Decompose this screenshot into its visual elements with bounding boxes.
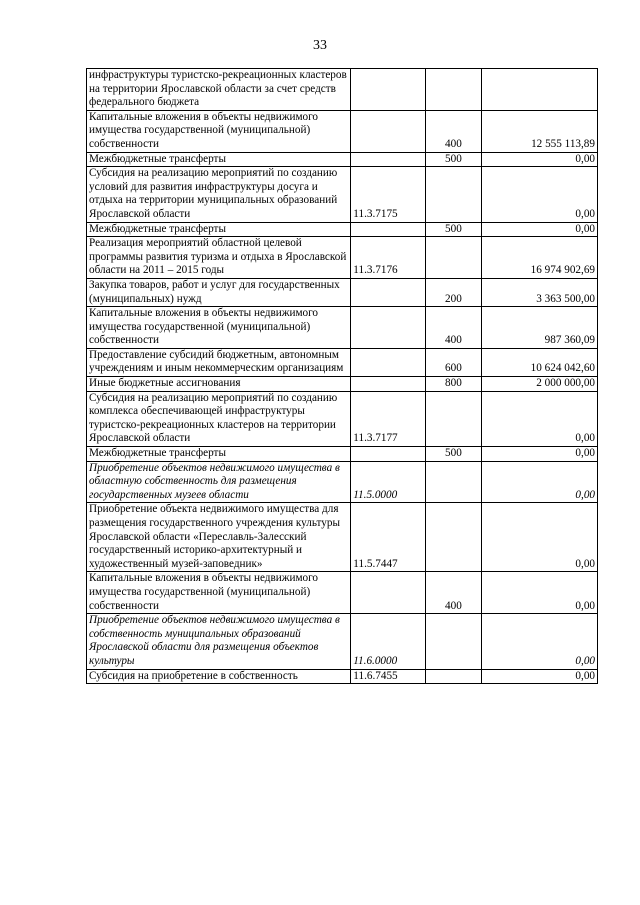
amount-cell: 0,00 bbox=[481, 222, 597, 237]
target-code-cell bbox=[351, 348, 426, 376]
expense-type-cell: 500 bbox=[425, 222, 481, 237]
item-name-cell: Реализация мероприятий областной целевой программы развития туризма и отдыха в Ярославской области на 2011 – 2015 годы bbox=[87, 237, 351, 279]
amount-cell: 10 624 042,60 bbox=[481, 348, 597, 376]
budget-table-body bbox=[87, 69, 598, 684]
amount-cell: 0,00 bbox=[481, 669, 597, 684]
item-name-cell: Приобретение объектов недвижимого имущества в собственность муниципальных образований Ярославской области для размещения объектов культуры bbox=[87, 614, 351, 669]
table-row bbox=[87, 614, 598, 669]
target-code-cell bbox=[351, 447, 426, 462]
amount-cell: 0,00 bbox=[481, 391, 597, 446]
target-code-cell bbox=[351, 69, 426, 111]
target-code-cell: 11.3.7176 bbox=[351, 237, 426, 279]
item-name-cell: Капитальные вложения в объекты недвижимого имущества государственной (муниципальной) собственности bbox=[87, 110, 351, 152]
target-code-cell bbox=[351, 222, 426, 237]
target-code-cell bbox=[351, 278, 426, 306]
amount-cell: 0,00 bbox=[481, 152, 597, 167]
item-name-cell: Субсидия на реализацию мероприятий по созданию комплекса обеспечивающей инфраструктуры туристско-рекреационных кластеров на территории Ярославской области bbox=[87, 391, 351, 446]
expense-type-cell bbox=[425, 69, 481, 111]
expense-type-cell bbox=[425, 614, 481, 669]
table-row bbox=[87, 391, 598, 446]
table-row bbox=[87, 222, 598, 237]
item-name-cell: Приобретение объекта недвижимого имущества для размещения государственного учреждения культуры Ярославской области «Переславль-Залесский государственный историко-архитектурный и художественный музей-заповедник» bbox=[87, 503, 351, 572]
target-code-cell: 11.5.7447 bbox=[351, 503, 426, 572]
item-name-cell: Межбюджетные трансферты bbox=[87, 222, 351, 237]
target-code-cell: 11.5.0000 bbox=[351, 461, 426, 503]
item-name-cell: инфраструктуры туристско-рекреационных кластеров на территории Ярославской области за счет средств федерального бюджета bbox=[87, 69, 351, 111]
item-name-cell: Приобретение объектов недвижимого имущества в областную собственность для размещения государственных музеев области bbox=[87, 461, 351, 503]
expense-type-cell bbox=[425, 669, 481, 684]
expense-type-cell bbox=[425, 503, 481, 572]
target-code-cell bbox=[351, 152, 426, 167]
item-name-cell: Предоставление субсидий бюджетным, автономным учреждениям и иным некоммерческим организациям bbox=[87, 348, 351, 376]
amount-cell: 0,00 bbox=[481, 447, 597, 462]
item-name-cell: Субсидия на приобретение в собственность bbox=[87, 669, 351, 684]
item-name-cell: Капитальные вложения в объекты недвижимого имущества государственной (муниципальной) собственности bbox=[87, 307, 351, 349]
expense-type-cell: 800 bbox=[425, 377, 481, 392]
table-row bbox=[87, 278, 598, 306]
table-row bbox=[87, 167, 598, 222]
table-row bbox=[87, 447, 598, 462]
expense-type-cell: 600 bbox=[425, 348, 481, 376]
amount-cell: 2 000 000,00 bbox=[481, 377, 597, 392]
target-code-cell: 11.3.7177 bbox=[351, 391, 426, 446]
page-number: 33 bbox=[313, 38, 327, 53]
amount-cell: 0,00 bbox=[481, 614, 597, 669]
budget-table bbox=[86, 68, 598, 684]
table-row bbox=[87, 110, 598, 152]
table-row bbox=[87, 377, 598, 392]
item-name-cell: Иные бюджетные ассигнования bbox=[87, 377, 351, 392]
expense-type-cell: 200 bbox=[425, 278, 481, 306]
target-code-cell bbox=[351, 307, 426, 349]
table-row bbox=[87, 348, 598, 376]
amount-cell: 0,00 bbox=[481, 503, 597, 572]
table-row bbox=[87, 669, 598, 684]
table-row bbox=[87, 237, 598, 279]
amount-cell: 0,00 bbox=[481, 461, 597, 503]
amount-cell: 16 974 902,69 bbox=[481, 237, 597, 279]
expense-type-cell: 400 bbox=[425, 307, 481, 349]
expense-type-cell bbox=[425, 167, 481, 222]
item-name-cell: Субсидия на реализацию мероприятий по созданию условий для развития инфраструктуры досуга и отдыха на территории муниципальных образований Ярославской области bbox=[87, 167, 351, 222]
table-row bbox=[87, 572, 598, 614]
item-name-cell: Межбюджетные трансферты bbox=[87, 447, 351, 462]
amount-cell: 12 555 113,89 bbox=[481, 110, 597, 152]
target-code-cell bbox=[351, 572, 426, 614]
table-row bbox=[87, 69, 598, 111]
target-code-cell bbox=[351, 110, 426, 152]
target-code-cell: 11.6.0000 bbox=[351, 614, 426, 669]
item-name-cell: Капитальные вложения в объекты недвижимого имущества государственной (муниципальной) собственности bbox=[87, 572, 351, 614]
target-code-cell: 11.6.7455 bbox=[351, 669, 426, 684]
expense-type-cell bbox=[425, 461, 481, 503]
amount-cell: 0,00 bbox=[481, 167, 597, 222]
amount-cell: 3 363 500,00 bbox=[481, 278, 597, 306]
expense-type-cell: 500 bbox=[425, 447, 481, 462]
amount-cell: 987 360,09 bbox=[481, 307, 597, 349]
table-row bbox=[87, 461, 598, 503]
item-name-cell: Межбюджетные трансферты bbox=[87, 152, 351, 167]
expense-type-cell bbox=[425, 237, 481, 279]
target-code-cell: 11.3.7175 bbox=[351, 167, 426, 222]
table-row bbox=[87, 307, 598, 349]
amount-cell bbox=[481, 69, 597, 111]
expense-type-cell bbox=[425, 391, 481, 446]
expense-type-cell: 500 bbox=[425, 152, 481, 167]
amount-cell: 0,00 bbox=[481, 572, 597, 614]
table-row bbox=[87, 152, 598, 167]
table-row bbox=[87, 503, 598, 572]
target-code-cell bbox=[351, 377, 426, 392]
expense-type-cell: 400 bbox=[425, 572, 481, 614]
item-name-cell: Закупка товаров, работ и услуг для государственных (муниципальных) нужд bbox=[87, 278, 351, 306]
expense-type-cell: 400 bbox=[425, 110, 481, 152]
